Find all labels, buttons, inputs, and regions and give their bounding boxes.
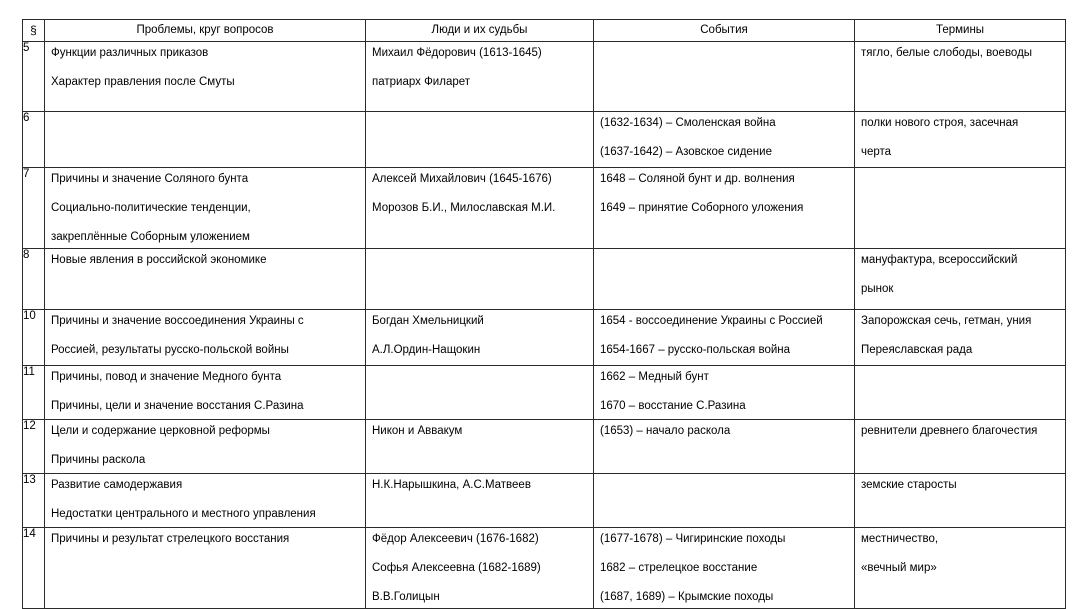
- cell-line: Морозов Б.И., Милославская М.И.: [372, 202, 556, 214]
- cell-line: ревнители древнего благочестия: [861, 425, 1038, 437]
- row-problems: [45, 420, 366, 474]
- column-header-people: Люди и их судьбы: [366, 20, 594, 42]
- cell-line: Причины, цели и значение восстания С.Разина: [51, 400, 304, 412]
- cell-line: Богдан Хмельницкий: [372, 315, 484, 327]
- row-problems: [45, 249, 366, 310]
- row-problems: [45, 42, 366, 112]
- table-row: [23, 112, 1066, 168]
- row-number: 11: [23, 366, 45, 420]
- row-terms: [855, 310, 1066, 366]
- table-row: [23, 528, 1066, 609]
- cell-line: Россией, результаты русско-польской войны: [51, 344, 289, 356]
- row-number: 5: [23, 42, 45, 112]
- cell-line: 1670 – восстание С.Разина: [600, 400, 746, 412]
- row-people: [366, 366, 594, 420]
- row-terms: [855, 420, 1066, 474]
- cell-line: Алексей Михайлович (1645-1676): [372, 173, 552, 185]
- cell-line: полки нового строя, засечная: [861, 117, 1019, 129]
- row-number: 6: [23, 112, 45, 168]
- table-header: [23, 20, 1066, 42]
- cell-line: (1632-1634) – Смоленская война: [600, 117, 776, 129]
- table-row: [23, 42, 1066, 112]
- cell-line: 1648 – Соляной бунт и др. волнения: [600, 173, 795, 185]
- cell-line: Михаил Фёдорович (1613-1645): [372, 47, 542, 59]
- row-events: [594, 42, 855, 112]
- table-row: [23, 310, 1066, 366]
- cell-line: В.В.Голицын: [372, 591, 440, 603]
- row-people: [366, 474, 594, 528]
- cell-line: Запорожская сечь, гетман, уния: [861, 315, 1032, 327]
- table-row: [23, 249, 1066, 310]
- row-number: 12: [23, 420, 45, 474]
- cell-line: мануфактура, всероссийский: [861, 254, 1018, 266]
- row-events: [594, 474, 855, 528]
- row-terms: [855, 528, 1066, 609]
- cell-line: Никон и Аввакум: [372, 425, 463, 437]
- cell-line: Софья Алексеевна (1682-1689): [372, 562, 541, 574]
- cell-line: рынок: [861, 283, 894, 295]
- cell-line: Развитие самодержавия: [51, 479, 183, 491]
- row-number: 13: [23, 474, 45, 528]
- cell-line: патриарх Филарет: [372, 76, 471, 88]
- row-events: [594, 420, 855, 474]
- cell-line: Причины и результат стрелецкого восстания: [51, 533, 290, 545]
- row-number: 7: [23, 168, 45, 249]
- row-events: [594, 168, 855, 249]
- row-problems: [45, 474, 366, 528]
- cell-line: Причины, повод и значение Медного бунта: [51, 371, 282, 383]
- cell-line: Новые явления в российской экономике: [51, 254, 267, 266]
- cell-line: Цели и содержание церковной реформы: [51, 425, 270, 437]
- table-row: [23, 474, 1066, 528]
- row-problems: [45, 112, 366, 168]
- row-problems: [45, 310, 366, 366]
- row-terms: [855, 249, 1066, 310]
- row-problems: [45, 168, 366, 249]
- cell-line: Причины и значение Соляного бунта: [51, 173, 249, 185]
- cell-line: 1654 - воссоединение Украины с Россией: [600, 315, 823, 327]
- cell-line: А.Л.Ордин-Нащокин: [372, 344, 481, 356]
- row-terms: [855, 366, 1066, 420]
- row-events: [594, 528, 855, 609]
- cell-line: «вечный мир»: [861, 562, 937, 574]
- cell-line: (1677-1678) – Чигиринские походы: [600, 533, 786, 545]
- column-header-events: События: [594, 20, 855, 42]
- table-body: [23, 42, 1066, 609]
- column-header-problems: Проблемы, круг вопросов: [45, 20, 366, 42]
- table-row: [23, 366, 1066, 420]
- row-people: [366, 420, 594, 474]
- cell-line: 1682 – стрелецкое восстание: [600, 562, 758, 574]
- cell-line: Недостатки центрального и местного управления: [51, 508, 316, 520]
- cell-line: Социально-политические тенденции,: [51, 202, 251, 214]
- row-events: [594, 249, 855, 310]
- row-events: [594, 112, 855, 168]
- row-people: [366, 42, 594, 112]
- cell-line: Н.К.Нарышкина, А.С.Матвеев: [372, 479, 531, 491]
- cell-line: (1637-1642) – Азовское сидение: [600, 146, 772, 158]
- row-people: [366, 310, 594, 366]
- cell-line: (1653) – начало раскола: [600, 425, 731, 437]
- cell-line: Фёдор Алексеевич (1676-1682): [372, 533, 539, 545]
- row-number: 14: [23, 528, 45, 609]
- row-people: [366, 249, 594, 310]
- row-people: [366, 112, 594, 168]
- cell-line: Характер правления после Смуты: [51, 76, 235, 88]
- row-number: 8: [23, 249, 45, 310]
- row-number: 10: [23, 310, 45, 366]
- table-header-row: [23, 20, 1066, 42]
- cell-line: Функции различных приказов: [51, 47, 209, 59]
- cell-line: 1654-1667 – русско-польская война: [600, 344, 791, 356]
- cell-line: (1687, 1689) – Крымские походы: [600, 591, 774, 603]
- row-terms: [855, 112, 1066, 168]
- history-summary-table: [22, 19, 1066, 609]
- row-events: [594, 310, 855, 366]
- cell-line: Причины раскола: [51, 454, 146, 466]
- column-header-section: §: [23, 20, 45, 42]
- cell-line: местничество,: [861, 533, 939, 545]
- row-people: [366, 528, 594, 609]
- cell-line: 1649 – принятие Соборного уложения: [600, 202, 804, 214]
- row-problems: [45, 528, 366, 609]
- row-terms: [855, 42, 1066, 112]
- row-terms: [855, 474, 1066, 528]
- row-terms: [855, 168, 1066, 249]
- row-problems: [45, 366, 366, 420]
- table-row: [23, 168, 1066, 249]
- column-header-terms: Термины: [855, 20, 1066, 42]
- cell-line: земские старосты: [861, 479, 957, 491]
- cell-line: тягло, белые слободы, воеводы: [861, 47, 1033, 59]
- cell-line: черта: [861, 146, 892, 158]
- row-events: [594, 366, 855, 420]
- row-people: [366, 168, 594, 249]
- cell-line: закреплённые Соборным уложением: [51, 231, 250, 243]
- table-row: [23, 420, 1066, 474]
- cell-line: 1662 – Медный бунт: [600, 371, 709, 383]
- cell-line: Переяславская рада: [861, 344, 973, 356]
- cell-line: Причины и значение воссоединения Украины с: [51, 315, 304, 327]
